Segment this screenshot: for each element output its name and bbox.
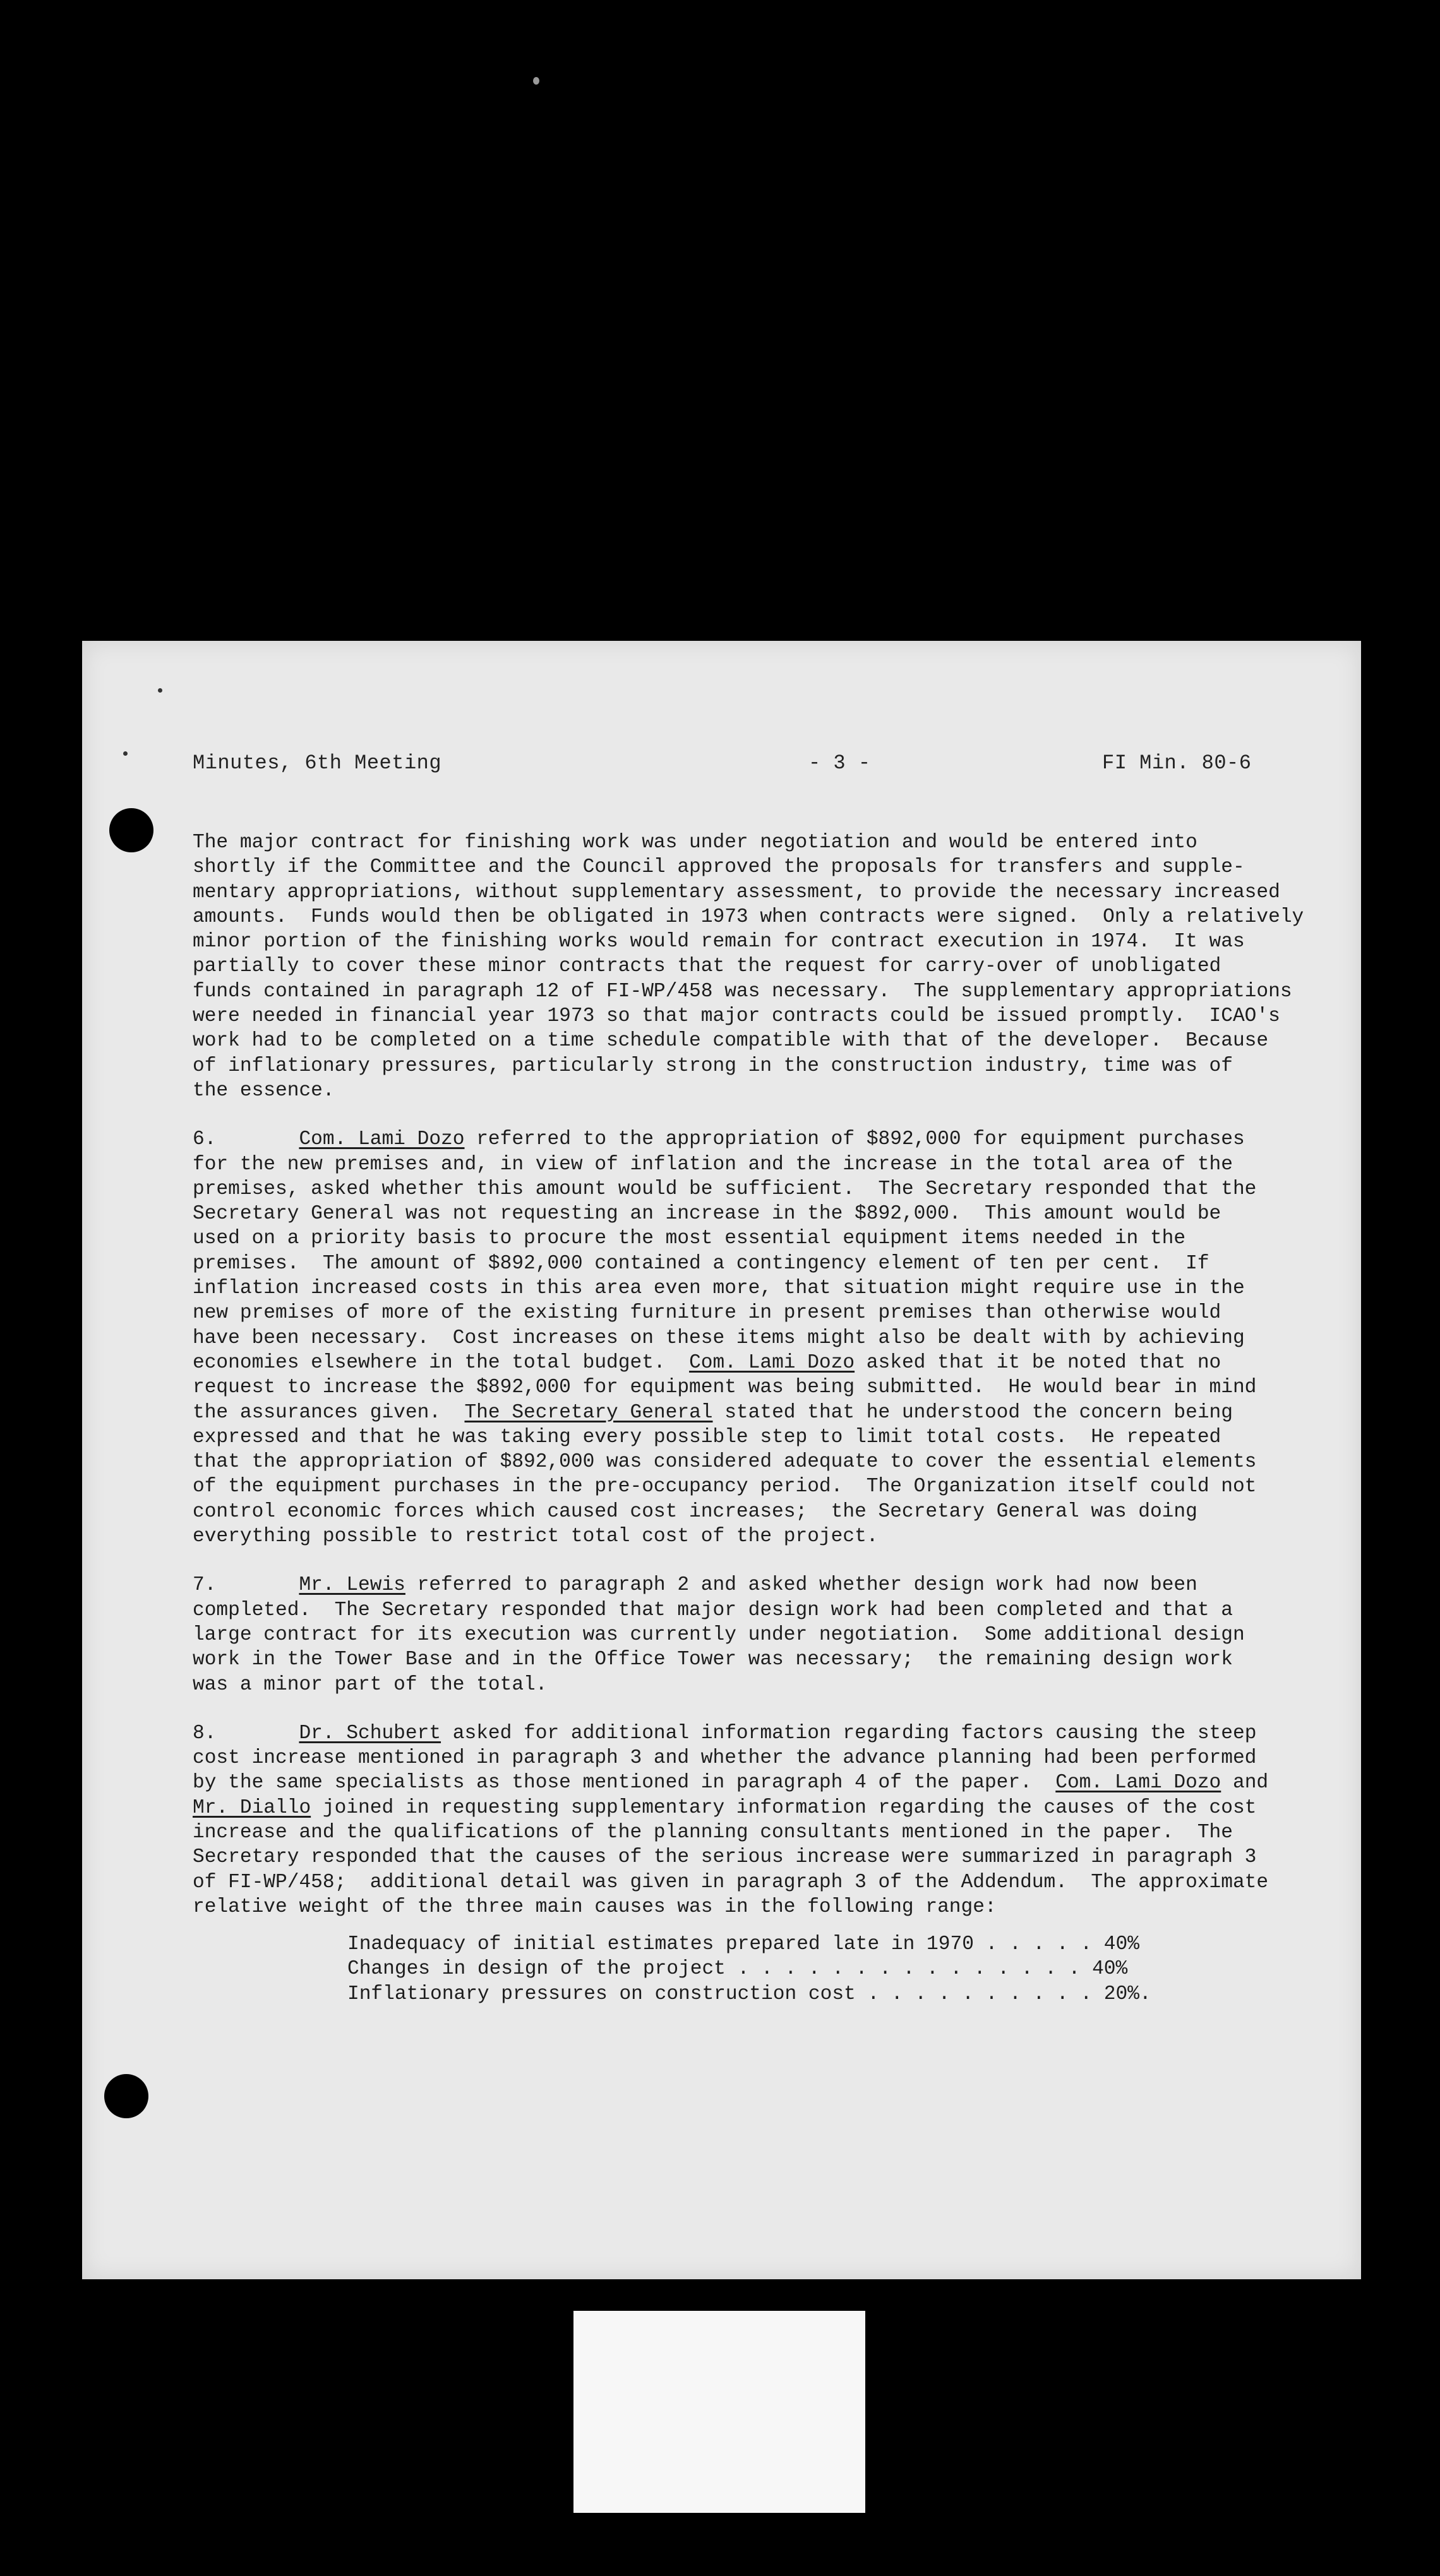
text-line: the essence. — [193, 1079, 335, 1102]
text-line: that the appropriation of $892,000 was considered adequate to cover the essential elements — [193, 1451, 1257, 1474]
paragraph-6 — [193, 1127, 1336, 1549]
text-line: cost increase mentioned in paragraph 3 and whether the advance planning had been performed — [193, 1747, 1257, 1770]
blank-paper-slip — [573, 2311, 865, 2513]
causes-table — [347, 1932, 1336, 2007]
text-line: work in the Tower Base and in the Office Tower was necessary; the remaining design work — [193, 1649, 1233, 1671]
text-line: of inflationary pressures, particularly strong in the construction industry, time was of — [193, 1054, 1233, 1077]
text-line: relative weight of the three main causes was in the following range: — [193, 1895, 997, 1918]
line-text: joined in requesting supplementary information regarding the causes of the cost — [311, 1796, 1257, 1819]
page-header — [193, 751, 1266, 783]
text-line — [193, 1770, 1336, 1795]
text-line: premises. The amount of $892,000 contained a contingency element of ten per cent. If — [193, 1252, 1209, 1275]
cause-label: Inflationary pressures on construction cost . . . . . . . . . . — [347, 1983, 1104, 2005]
paragraph-8 — [193, 1721, 1336, 1919]
header-meeting-title: Minutes, 6th Meeting — [193, 751, 442, 775]
line-text: asked for additional information regarding factors causing the steep — [441, 1722, 1257, 1744]
cause-label: Changes in design of the project . . . . . . . . . . . . . . . — [347, 1958, 1093, 1981]
line-text: the assurances given. — [193, 1401, 465, 1424]
text-line: mentary appropriations, without supplementary assessment, to provide the necessary increased — [193, 881, 1280, 903]
film-speck — [533, 77, 539, 85]
page-mark-dot — [158, 688, 162, 693]
cause-weight: 40% — [1092, 1958, 1128, 1981]
text-line — [193, 1721, 1336, 1746]
text-line — [193, 1351, 1336, 1375]
text-line: was a minor part of the total. — [193, 1673, 548, 1696]
text-line: completed. The Secretary responded that major design work had been completed and that a — [193, 1599, 1233, 1621]
line-text: economies elsewhere in the total budget. — [193, 1351, 690, 1374]
text-line: of FI-WP/458; additional detail was given in paragraph 3 of the Addendum. The approximate — [193, 1871, 1269, 1893]
speaker-name: Com. Lami Dozo — [1055, 1772, 1221, 1794]
text-line: of the equipment purchases in the pre-occupancy period. The Organization itself could not — [193, 1476, 1257, 1498]
text-line: premises, asked whether this amount would be sufficient. The Secretary responded that the — [193, 1178, 1257, 1200]
line-text: asked that it be noted that no — [855, 1351, 1221, 1374]
speaker-name: Mr. Diallo — [193, 1796, 311, 1819]
line-text: referred to paragraph 2 and asked whether design work had now been — [405, 1574, 1197, 1597]
header-document-reference: FI Min. 80-6 — [1102, 751, 1252, 775]
paragraph-number: 7. — [193, 1574, 217, 1597]
text-line — [193, 1400, 1336, 1425]
line-text: referred to the appropriation of $892,000 for equipment purchases — [464, 1128, 1245, 1151]
document-page — [82, 641, 1361, 2279]
text-line: Secretary General was not requesting an increase in the $892,000. This amount would be — [193, 1203, 1221, 1225]
text-line: used on a priority basis to procure the most essential equipment items needed in the — [193, 1227, 1186, 1250]
header-page-number: - 3 - — [808, 751, 871, 775]
text-line: shortly if the Committee and the Council approved the proposals for transfers and supple- — [193, 856, 1245, 879]
text-line: The major contract for finishing work was under negotiation and would be entered into — [193, 832, 1197, 854]
paragraph-number: 8. — [193, 1722, 217, 1744]
speaker-name: The Secretary General — [464, 1401, 713, 1424]
speaker-name: Dr. Schubert — [299, 1722, 441, 1744]
table-row — [347, 1932, 1336, 1957]
text-line — [193, 1796, 1336, 1820]
table-row — [347, 1957, 1336, 1981]
text-line: for the new premises and, in view of inflation and the increase in the total area of the — [193, 1153, 1233, 1176]
text-line: expressed and that he was taking every possible step to limit total costs. He repeated — [193, 1426, 1221, 1448]
text-line — [193, 1573, 1336, 1597]
speaker-name: Mr. Lewis — [299, 1574, 405, 1597]
page-mark-dot — [123, 751, 128, 756]
text-line: were needed in financial year 1973 so that major contracts could be issued promptly. ICAO's — [193, 1005, 1280, 1028]
text-line: inflation increased costs in this area even more, that situation might require use in the — [193, 1277, 1245, 1300]
text-line: control economic forces which caused cost increases; the Secretary General was doing — [193, 1500, 1197, 1523]
paragraph-continued — [193, 830, 1336, 1103]
paragraph-number: 6. — [193, 1128, 217, 1151]
speaker-name: Com. Lami Dozo — [299, 1128, 465, 1151]
minutes-body — [193, 830, 1336, 2007]
text-line: large contract for its execution was currently under negotiation. Some additional design — [193, 1623, 1245, 1646]
punch-hole-bottom — [104, 2074, 148, 2118]
punch-hole-top — [109, 808, 153, 852]
text-line: Secretary responded that the causes of the serious increase were summarized in paragraph 3 — [193, 1846, 1257, 1869]
text-line: increase and the qualifications of the planning consultants mentioned in the paper. The — [193, 1821, 1233, 1844]
speaker-name: Com. Lami Dozo — [689, 1351, 855, 1374]
text-line: partially to cover these minor contracts that the request for carry-over of unobligated — [193, 955, 1221, 978]
line-text: and — [1221, 1772, 1269, 1794]
text-line: work had to be completed on a time schedule compatible with that of the developer. Because — [193, 1030, 1269, 1052]
text-line: funds contained in paragraph 12 of FI-WP/458 was necessary. The supplementary appropriations — [193, 980, 1292, 1003]
text-line: amounts. Funds would then be obligated in 1973 when contracts were signed. Only a relatively — [193, 905, 1304, 928]
text-line: minor portion of the finishing works would remain for contract execution in 1974. It was — [193, 931, 1245, 953]
table-row — [347, 1982, 1336, 2007]
line-text: by the same specialists as those mentioned in paragraph 4 of the paper. — [193, 1772, 1056, 1794]
text-line: have been necessary. Cost increases on these items might also be dealt with by achieving — [193, 1327, 1245, 1349]
cause-weight: 40% — [1103, 1933, 1139, 1956]
cause-label: Inadequacy of initial estimates prepared late in 1970 . . . . . — [347, 1933, 1104, 1956]
text-line: new premises of more of the existing furniture in present premises than otherwise would — [193, 1302, 1221, 1325]
text-line: everything possible to restrict total cost of the project. — [193, 1525, 879, 1548]
text-line: request to increase the $892,000 for equipment was being submitted. He would bear in mind — [193, 1376, 1257, 1399]
paragraph-7 — [193, 1573, 1336, 1696]
cause-weight: 20%. — [1103, 1983, 1151, 2005]
text-line — [193, 1127, 1336, 1152]
line-text: stated that he understood the concern being — [712, 1401, 1233, 1424]
